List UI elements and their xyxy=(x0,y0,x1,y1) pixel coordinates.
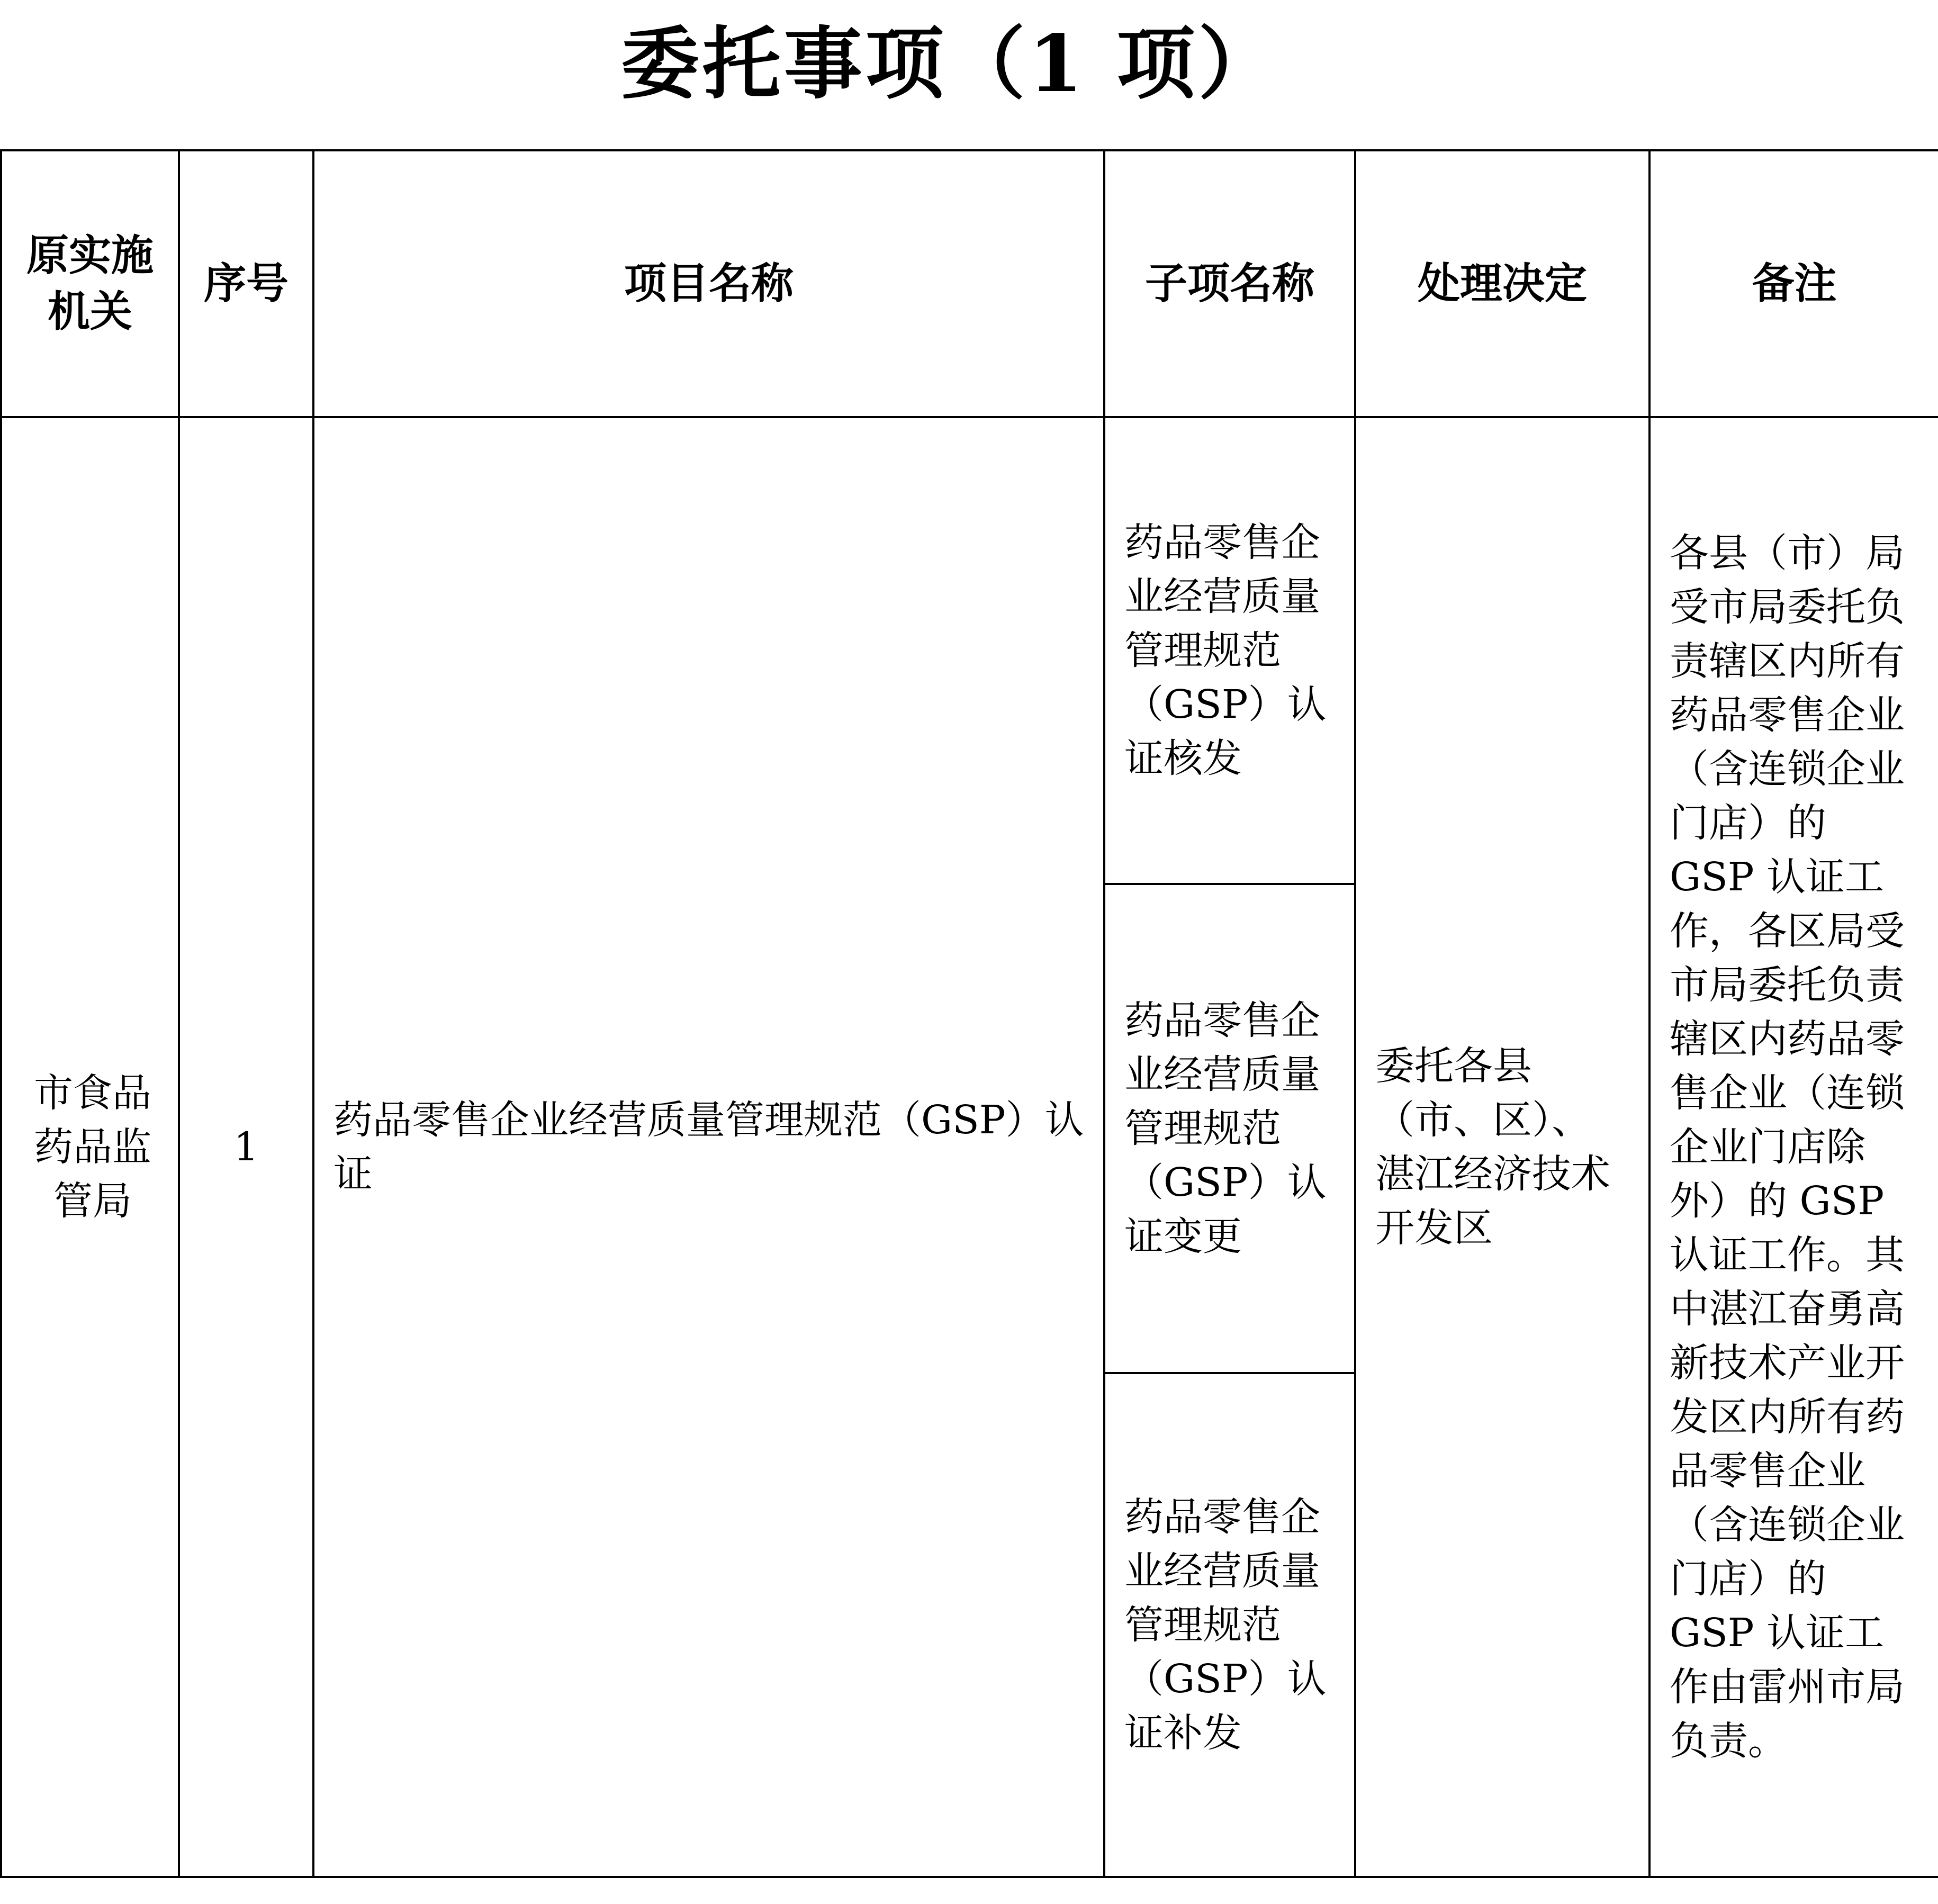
index-cell xyxy=(179,417,313,1877)
decision-text: 委托各县（市、区）、湛江经济技术开发区 xyxy=(1375,1043,1610,1251)
sub-item-cell-3 xyxy=(1104,1373,1355,1877)
page-title: 委托事项（1 项） xyxy=(620,17,1280,110)
decision-cell xyxy=(1355,417,1649,1877)
remark-cell xyxy=(1649,417,1938,1877)
table-row xyxy=(1,417,1938,884)
header-remark xyxy=(1649,150,1938,417)
item-name-text: 药品零售企业经营质量管理规范（GSP）认证 xyxy=(333,1097,1084,1197)
sub-item-text: 药品零售企业经营质量管理规范（GSP）认证补发 xyxy=(1124,1494,1327,1756)
agency-cell xyxy=(1,417,179,1877)
sub-item-cell-2 xyxy=(1104,884,1355,1373)
header-sub-item-label: 子项名称 xyxy=(1145,259,1314,308)
header-remark-label: 备注 xyxy=(1752,259,1837,308)
item-name-cell xyxy=(313,417,1104,1877)
sub-item-text: 药品零售企业经营质量管理规范（GSP）认证变更 xyxy=(1124,998,1327,1259)
delegated-items-table xyxy=(0,149,1938,1878)
sub-item-text: 药品零售企业经营质量管理规范（GSP）认证核发 xyxy=(1124,520,1327,781)
header-index-label: 序号 xyxy=(204,259,289,308)
agency-text: 市食品药品监管局 xyxy=(34,1070,151,1224)
header-sub-item xyxy=(1104,150,1355,417)
header-item-name-label: 项目名称 xyxy=(624,259,794,308)
table-header-row xyxy=(1,150,1938,417)
index-text: 1 xyxy=(233,1124,259,1170)
header-decision-label: 处理决定 xyxy=(1418,259,1587,308)
header-decision xyxy=(1355,150,1649,417)
remark-text: 各县（市）局受市局委托负责辖区内所有药品零售企业（含连锁企业门店）的 GSP 认证工作，各区局受市局委托负责辖区内药品零售企业（连锁企业门店除外）的 GSP 认证工作。其中湛江奋勇高新技术产业开发区内所有药品零售企业（含连锁企业门店）的 GSP 认证工作由雷州市局负责。 xyxy=(1670,530,1905,1764)
sub-item-cell-1 xyxy=(1104,417,1355,884)
header-agency xyxy=(1,150,179,417)
header-agency-label: 原实施机关 xyxy=(26,231,154,336)
header-item-name xyxy=(313,150,1104,417)
header-index xyxy=(179,150,313,417)
